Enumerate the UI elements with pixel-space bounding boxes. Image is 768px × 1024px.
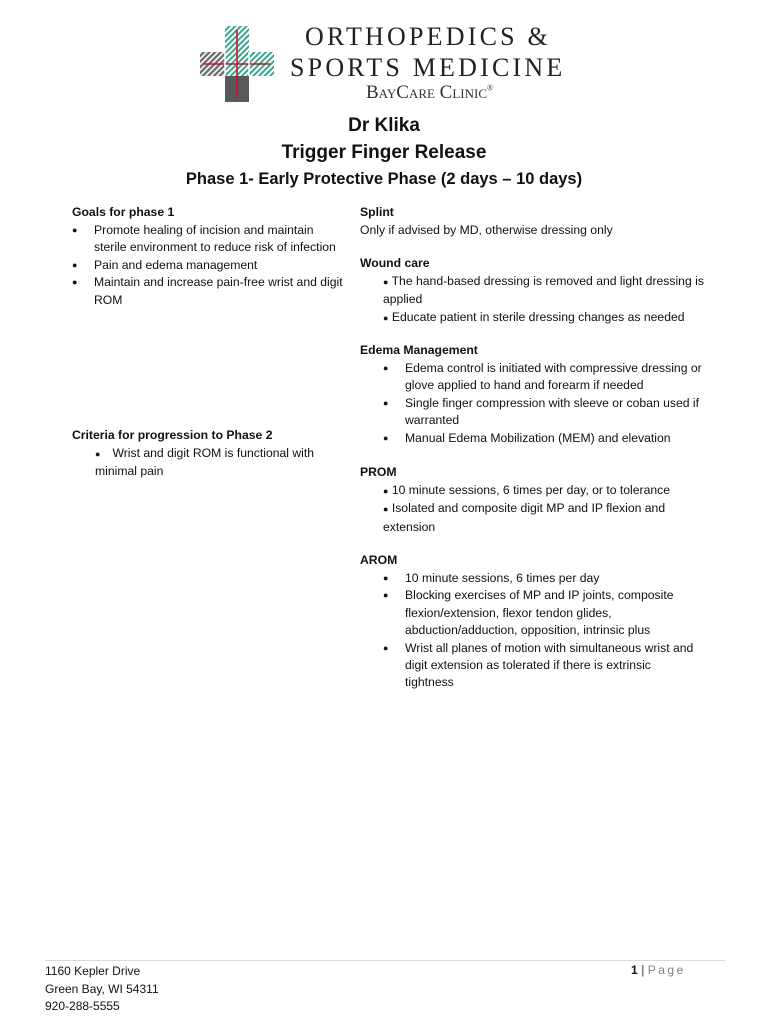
goals-heading: Goals for phase 1 [72, 205, 175, 219]
list-item-text: 10 minute sessions, 6 times per day [405, 571, 600, 585]
bullet-icon: ● [383, 573, 389, 583]
list-item-text: Pain and edema management [94, 257, 258, 272]
list-item [383, 360, 703, 395]
bullet-icon: ● [95, 449, 101, 459]
list-item-text: Educate patient in sterile dressing changes as needed [391, 309, 685, 324]
list-item [72, 222, 347, 257]
org-name-line2: SPORTS MEDICINE [290, 53, 566, 82]
list-item-text: Blocking exercises of MP and IP joints, composite flexion/extension, flexor tendon glides, abduction/adduction, opposition, intrinsic plus [405, 588, 674, 638]
bullet-icon: ● [383, 590, 389, 601]
registered-mark: ® [487, 83, 494, 93]
list-item [383, 640, 703, 692]
list-item [72, 274, 347, 309]
list-item [383, 309, 713, 327]
bullet-icon: ● [72, 225, 78, 235]
criteria-heading: Criteria for progression to Phase 2 [72, 428, 273, 442]
list-item-text: Wrist and digit ROM is functional with minimal pain [95, 446, 315, 479]
list-item-text: Manual Edema Mobilization (MEM) and elevation [405, 430, 671, 445]
bullet-icon: ● [383, 277, 389, 287]
page-separator: | [641, 963, 645, 977]
splint-text: Only if advised by MD, otherwise dressing only [360, 223, 613, 237]
bullet-icon: ● [383, 504, 389, 515]
prom-list [383, 482, 683, 536]
list-item-text: The hand-based dressing is removed and light dressing is applied [383, 274, 704, 307]
list-item-text: Promote healing of incision and maintain sterile environment to reduce risk of infection [94, 223, 336, 255]
list-item-text: Maintain and increase pain-free wrist and digit ROM [94, 275, 343, 307]
wound-care-heading: Wound care [360, 256, 430, 270]
bullet-icon: ● [383, 312, 389, 323]
bullet-icon: ● [383, 432, 389, 443]
org-subname-text: BayCare Clinic [366, 82, 488, 103]
bullet-icon: ● [72, 259, 78, 270]
page-label: Page [647, 963, 686, 977]
list-item-text: Edema control is initiated with compressive dressing or glove applied to hand and forearm if needed [405, 361, 702, 393]
address-line1: 1160 Kepler Drive [45, 964, 141, 978]
list-item [383, 395, 703, 430]
list-item [383, 273, 713, 309]
prom-heading: PROM [360, 465, 397, 479]
edema-list [383, 360, 703, 447]
phase-title: Phase 1- Early Protective Phase (2 days – 10 days) [185, 170, 583, 188]
doctor-title: Dr Klika [348, 115, 420, 136]
page-number: 1 [631, 963, 638, 977]
goals-list [72, 222, 347, 309]
edema-heading: Edema Management [360, 343, 478, 357]
address-line2: Green Bay, WI 54311 [45, 981, 159, 996]
list-item-text: Wrist all planes of motion with simultaneous wrist and digit extension as tolerated if there is extrinsic tightness [405, 640, 694, 690]
phone-number: 920-288-5555 [45, 999, 120, 1013]
arom-heading: AROM [360, 553, 398, 567]
procedure-title: Trigger Finger Release [281, 142, 487, 163]
list-item [95, 445, 340, 481]
bullet-icon: ● [383, 397, 389, 408]
list-item [72, 257, 347, 274]
list-item [383, 482, 683, 500]
footer-address [45, 963, 159, 1016]
list-item [383, 500, 683, 536]
bullet-icon: ● [72, 277, 78, 288]
splint-heading: Splint [360, 205, 394, 219]
org-subname [366, 82, 493, 104]
footer-divider [45, 960, 725, 961]
bullet-icon: ● [383, 363, 389, 373]
list-item-text: Isolated and composite digit MP and IP flexion and extension [383, 501, 666, 534]
list-item [383, 430, 703, 447]
criteria-list [95, 445, 340, 481]
list-item [383, 570, 703, 587]
arom-list [383, 570, 703, 692]
list-item-text: 10 minute sessions, 6 times per day, or to tolerance [391, 483, 671, 497]
bullet-icon: ● [383, 642, 389, 653]
clinic-logo-icon [200, 26, 274, 102]
list-item-text: Single finger compression with sleeve or coban used if warranted [405, 395, 700, 428]
wound-care-list [383, 273, 713, 327]
page-indicator [631, 963, 686, 977]
org-name-line1: ORTHOPEDICS & [305, 22, 551, 51]
list-item [383, 587, 703, 639]
bullet-icon: ● [383, 486, 389, 496]
